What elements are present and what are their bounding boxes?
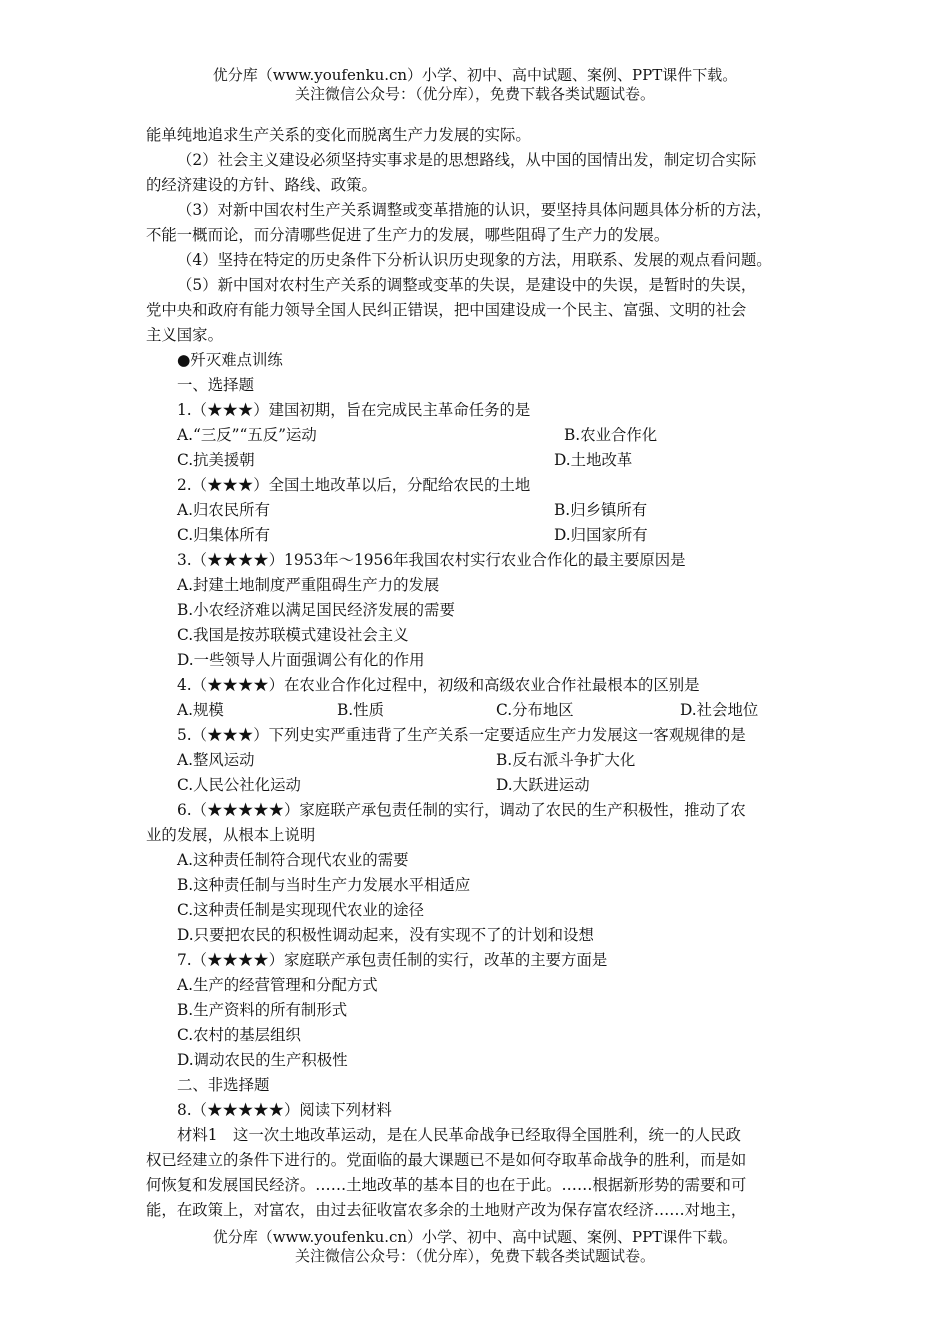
option-b: B.这种责任制与当时生产力发展水平相适应 — [177, 876, 471, 894]
question-stem: 8.（★★★★★）阅读下列材料 — [177, 1101, 392, 1119]
option-d: D.大跃进运动 — [496, 776, 590, 794]
option-c: C.我国是按苏联模式建设社会主义 — [177, 626, 409, 644]
option-row — [146, 523, 822, 548]
footer-line-2: 关注微信公众号：（优分库），免费下载各类试题试卷。 — [294, 1247, 655, 1265]
option-d: D.社会地位 — [680, 701, 759, 719]
paragraph-line: 的经济建设的方针、路线、政策。 — [146, 176, 377, 194]
option-a: A.归农民所有 — [177, 501, 270, 519]
material-line: 能，在政策上，对富农，由过去征收富农多余的土地财产改为保存富农经济……对地主， — [146, 1201, 747, 1219]
paragraph-line: 主义国家。 — [146, 326, 223, 344]
page-header — [0, 66, 950, 104]
part-heading: 一、选择题 — [177, 376, 254, 394]
option-c: C.归集体所有 — [177, 526, 271, 544]
header-line-1: 优分库（www.youfenku.cn）小学、初中、高中试题、案例、PPT课件下载。 — [212, 66, 738, 84]
question-stem: 3.（★★★★）1953年～1956年我国农村实行农业合作化的最主要原因是 — [177, 551, 686, 569]
option-c: C.农村的基层组织 — [177, 1026, 301, 1044]
option-d: D.归国家所有 — [554, 526, 648, 544]
paragraph-line: （2）社会主义建设必须坚持实事求是的思想路线，从中国的国情出发，制定切合实际 — [177, 151, 757, 169]
question-stem: 6.（★★★★★）家庭联产承包责任制的实行，调动了农民的生产积极性，推动了农 — [177, 801, 746, 819]
option-c: C.抗美援朝 — [177, 451, 255, 469]
paragraph-line: （3）对新中国农村生产关系调整或变革措施的认识，要坚持具体问题具体分析的方法， — [177, 201, 772, 219]
option-c: C.人民公社化运动 — [177, 776, 301, 794]
option-a: A.生产的经营管理和分配方式 — [177, 976, 378, 994]
option-d: D.一些领导人片面强调公有化的作用 — [177, 651, 425, 669]
option-b: B.性质 — [337, 701, 384, 719]
option-row — [146, 773, 822, 798]
option-row — [146, 423, 822, 448]
material-line: 何恢复和发展国民经济。……土地改革的基本目的也在于此。……根据新形势的需要和可 — [146, 1176, 747, 1194]
paragraph-line: 党中央和政府有能力领导全国人民纠正错误，把中国建设成一个民主、富强、文明的社会 — [146, 301, 747, 319]
section-heading: ●歼灭难点训练 — [177, 351, 283, 369]
question-stem: 1.（★★★）建国初期，旨在完成民主革命任务的是 — [177, 401, 531, 419]
option-a: A.规模 — [177, 701, 224, 719]
question-stem: 4.（★★★★）在农业合作化过程中，初级和高级农业合作社最根本的区别是 — [177, 676, 700, 694]
option-a: A.这种责任制符合现代农业的需要 — [177, 851, 409, 869]
option-a: A.整风运动 — [177, 751, 255, 769]
document-body — [146, 123, 822, 1223]
footer-line-1: 优分库（www.youfenku.cn）小学、初中、高中试题、案例、PPT课件下载。 — [212, 1228, 738, 1246]
question-stem: 2.（★★★）全国土地改革以后，分配给农民的土地 — [177, 476, 531, 494]
option-row — [146, 698, 822, 723]
page-footer — [0, 1228, 950, 1266]
option-b: B.农业合作化 — [564, 426, 658, 444]
material-line: 权已经建立的条件下进行的。党面临的最大课题已不是如何夺取革命战争的胜利，而是如 — [146, 1151, 747, 1169]
option-a: A.封建土地制度严重阻碍生产力的发展 — [177, 576, 440, 594]
material-line: 材料1 这一次土地改革运动，是在人民革命战争已经取得全国胜利，统一的人民政 — [177, 1126, 741, 1144]
option-c: C.分布地区 — [496, 701, 574, 719]
question-stem: 5.（★★★）下列史实严重违背了生产关系一定要适应生产力发展这一客观规律的是 — [177, 726, 746, 744]
option-d: D.调动农民的生产积极性 — [177, 1051, 348, 1069]
question-stem: 7.（★★★★）家庭联产承包责任制的实行，改革的主要方面是 — [177, 951, 608, 969]
paragraph-line: 能单纯地追求生产关系的变化而脱离生产力发展的实际。 — [146, 126, 531, 144]
option-row — [146, 498, 822, 523]
option-c: C.这种责任制是实现现代农业的途径 — [177, 901, 424, 919]
option-a: A.“三反”“五反”运动 — [177, 426, 317, 444]
option-d: D.只要把农民的积极性调动起来，没有实现不了的计划和设想 — [177, 926, 594, 944]
option-row — [146, 448, 822, 473]
option-row — [146, 748, 822, 773]
option-b: B.反右派斗争扩大化 — [496, 751, 636, 769]
paragraph-line: （4）坚持在特定的历史条件下分析认识历史现象的方法，用联系、发展的观点看问题。 — [177, 251, 772, 269]
part-heading: 二、非选择题 — [177, 1076, 270, 1094]
option-b: B.小农经济难以满足国民经济发展的需要 — [177, 601, 455, 619]
paragraph-line: 不能一概而论，而分清哪些促进了生产力的发展，哪些阻碍了生产力的发展。 — [146, 226, 670, 244]
option-b: B.归乡镇所有 — [554, 501, 648, 519]
option-d: D.土地改革 — [554, 451, 633, 469]
question-stem-continued: 业的发展，从根本上说明 — [146, 826, 316, 844]
option-b: B.生产资料的所有制形式 — [177, 1001, 348, 1019]
paragraph-line: （5）新中国对农村生产关系的调整或变革的失误，是建设中的失误，是暂时的失误， — [177, 276, 757, 294]
header-line-2: 关注微信公众号：（优分库），免费下载各类试题试卷。 — [294, 85, 655, 103]
